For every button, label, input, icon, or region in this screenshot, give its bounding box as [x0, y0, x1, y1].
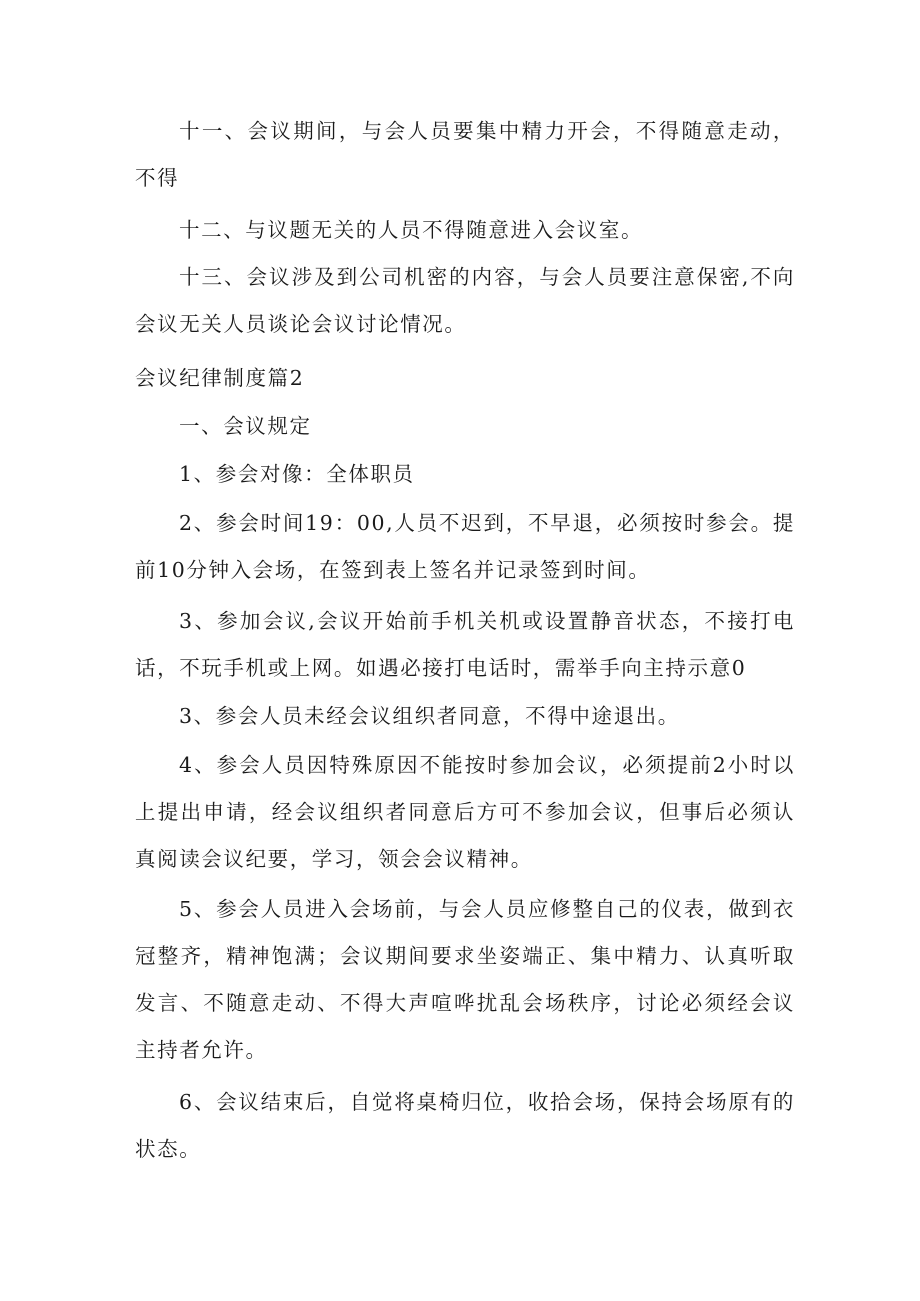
- paragraph-rule-2: 2、参会时间19：00,人员不迟到，不早退，必须按时参会。提前10分钟入会场，在签到表上签名并记录签到时间。: [135, 511, 795, 582]
- paragraph-rule-6: 6、会议结束后，自觉将桌椅归位，收拾会场，保持会场原有的状态。: [135, 1090, 795, 1161]
- paragraph-rule-4: 4、参会人员因特殊原因不能按时参加会议，必须提前2小时以上提出申请，经会议组织者同意后方可不参加会议，但事后必须认真阅读会议纪要，学习，领会会议精神。: [135, 753, 795, 871]
- section-heading: 会议纪律制度篇2: [135, 366, 305, 390]
- paragraph-rule-1: 1、参会对像：全体职员: [179, 462, 415, 486]
- paragraph-rules-title: 一、会议规定: [179, 414, 312, 438]
- paragraph-rule-5: 5、参会人员进入会场前，与会人员应修整自己的仪表，做到衣冠整齐，精神饱满；会议期间要求坐姿端正、集中精力、认真听取发言、不随意走动、不得大声喧哗扰乱会场秩序，讨论必须经会议主持者允许。: [135, 897, 795, 1062]
- paragraph-rule-3b: 3、参会人员未经会议组织者同意，不得中途退出。: [179, 704, 680, 728]
- paragraph-13: 十三、会议涉及到公司机密的内容，与会人员要注意保密,不向会议无关人员谈论会议讨论情况。: [135, 265, 795, 336]
- paragraph-rule-3a: 3、参加会议,会议开始前手机关机或设置静音状态，不接打电话，不玩手机或上网。如遇必接打电话时，需举手向主持示意0: [135, 609, 795, 680]
- paragraph-12: 十二、与议题无关的人员不得随意进入会议室。: [179, 218, 644, 242]
- paragraph-11: 十一、会议期间，与会人员要集中精力开会，不得随意走动，不得: [135, 119, 795, 190]
